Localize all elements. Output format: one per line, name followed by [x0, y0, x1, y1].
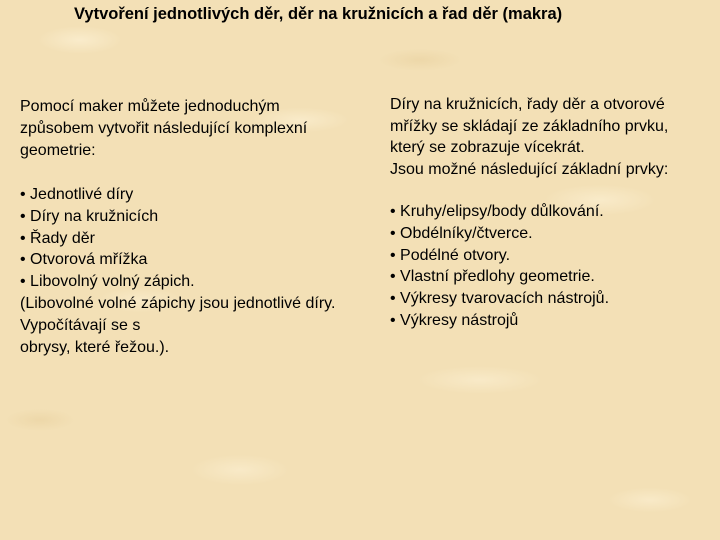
left-list-item: • Jednotlivé díry — [20, 186, 134, 203]
left-bullet-list — [20, 184, 400, 358]
right-list-item: • Podélné otvory. — [390, 246, 511, 264]
right-bullet-list — [390, 201, 715, 332]
left-intro-text — [20, 96, 360, 162]
left-intro-line: geometrie: — [20, 142, 96, 159]
left-list-note: Vypočítávají se s — [20, 316, 141, 334]
right-list-item: • Výkresy nástrojů — [390, 311, 519, 329]
right-intro-line: který se zobrazuje vícekrát. — [390, 139, 585, 156]
left-list-item: • Řady děr — [20, 229, 95, 247]
right-intro-line: Díry na kružnicích, řady děr a otvorové — [390, 96, 665, 113]
left-list-item: • Díry na kružnicích — [20, 207, 159, 225]
left-list-item: • Otvorová mřížka — [20, 251, 148, 269]
right-intro-line: mřížky se skládají ze základního prvku, — [390, 117, 669, 135]
left-list-note: (Libovolné volné zápichy jsou jednotlivé díry. — [20, 294, 336, 312]
right-intro-text — [390, 94, 715, 180]
left-list-item: • Libovolný volný zápich. — [20, 273, 195, 291]
right-intro-line: Jsou možné následující základní prvky: — [390, 160, 669, 178]
left-intro-line: způsobem vytvořit následující komplexní — [20, 120, 308, 137]
right-list-item: • Obdélníky/čtverce. — [390, 224, 533, 242]
left-intro-line: Pomocí maker můžete jednoduchým — [20, 98, 280, 115]
right-list-item: • Výkresy tvarovacích nástrojů. — [390, 290, 610, 308]
right-list-item: • Kruhy/elipsy/body důlkování. — [390, 203, 604, 220]
right-list-item: • Vlastní předlohy geometrie. — [390, 268, 595, 286]
left-list-note: obrysy, které řežou.). — [20, 338, 170, 356]
slide-title: Vytvoření jednotlivých děr, děr na kružnicích a řad děr (makra) — [74, 5, 563, 23]
